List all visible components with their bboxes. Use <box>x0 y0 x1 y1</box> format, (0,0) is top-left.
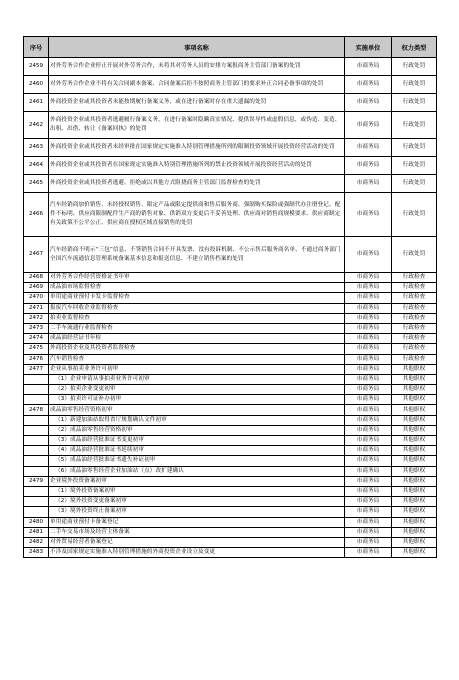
row-unit: 市商务局 <box>345 303 392 313</box>
row-item-name: 企业境外投资备案初审 <box>49 476 345 486</box>
row-number: 2464 <box>24 157 49 175</box>
table-row <box>24 476 437 486</box>
row-item-name: 外商投资企业或其投资者未能按期履行备案义务，或在进行备案时存在重大遗漏的处罚 <box>49 94 345 112</box>
table-row <box>24 425 437 435</box>
row-power-type: 行政检查 <box>392 283 437 293</box>
row-number: 2467 <box>24 237 49 273</box>
row-item-name: （2）拍卖企业变更初审 <box>49 385 345 395</box>
row-power-type: 其他职权 <box>392 395 437 405</box>
row-item-name: （1）境外投资备案初审 <box>49 486 345 496</box>
row-power-type: 行政处罚 <box>392 112 437 139</box>
row-item-name: （2）成品油零售经营资格初审 <box>49 425 345 435</box>
row-power-type: 其他职权 <box>392 486 437 496</box>
row-power-type: 其他职权 <box>392 497 437 507</box>
row-item-name: （6）成品油零售经营企业加油站（点）改扩建确认 <box>49 466 345 476</box>
table-row <box>24 486 437 496</box>
row-item-name: 报废汽车回收企业监督检查 <box>49 303 345 313</box>
table-row <box>24 385 437 395</box>
row-item-name: 外商投资企业或其投资者在国家规定实施准入特别管理措施所列的禁止投资领域开展投资经营活动的处罚 <box>49 157 345 175</box>
table-row <box>24 112 437 139</box>
row-number: 2477 <box>24 364 49 374</box>
header-power-type: 权力类型 <box>392 37 437 58</box>
table-row <box>24 517 437 527</box>
table-row <box>24 139 437 157</box>
table-row <box>24 395 437 405</box>
row-unit: 市商务局 <box>345 175 392 193</box>
row-power-type: 行政检查 <box>392 334 437 344</box>
row-power-type: 其他职权 <box>392 436 437 446</box>
row-unit: 市商务局 <box>345 537 392 547</box>
row-unit: 市商务局 <box>345 313 392 323</box>
row-number: 2481 <box>24 527 49 537</box>
row-power-type: 行政处罚 <box>392 94 437 112</box>
row-power-type: 其他职权 <box>392 507 437 517</box>
row-power-type: 其他职权 <box>392 385 437 395</box>
table-row <box>24 303 437 313</box>
row-number: 2463 <box>24 139 49 157</box>
row-number <box>24 446 49 456</box>
row-number: 2459 <box>24 58 49 76</box>
row-power-type: 行政处罚 <box>392 157 437 175</box>
table-row <box>24 456 437 466</box>
table-row <box>24 527 437 537</box>
row-item-name: 单用途商业预付卡发卡监督检查 <box>49 293 345 303</box>
row-item-name: 成品油市场监督检查 <box>49 283 345 293</box>
header-number: 序号 <box>24 37 49 58</box>
row-number: 2469 <box>24 283 49 293</box>
row-number: 2473 <box>24 323 49 333</box>
row-unit: 市商务局 <box>345 497 392 507</box>
row-unit: 市商务局 <box>345 293 392 303</box>
row-item-name: （4）成品油经营批准证书延续初审 <box>49 446 345 456</box>
row-unit: 市商务局 <box>345 517 392 527</box>
row-number: 2482 <box>24 537 49 547</box>
row-number: 2470 <box>24 293 49 303</box>
row-number <box>24 425 49 435</box>
row-item-name: 不涉及国家规定实施准入特别管理措施的外商投资企业设立及变更 <box>49 548 345 558</box>
row-item-name: 外商投资企业或其投资者未经审批在国家规定实施准入特别管理措施所列的限制投资领域开展投资经营活动的处罚 <box>49 139 345 157</box>
row-number: 2476 <box>24 354 49 364</box>
row-item-name: （3）境外投资终止备案初审 <box>49 507 345 517</box>
row-item-name: 二手车交易市场及经营主体备案 <box>49 527 345 537</box>
table-row <box>24 548 437 558</box>
row-power-type: 行政检查 <box>392 354 437 364</box>
table-header-row <box>24 37 437 58</box>
row-power-type: 行政处罚 <box>392 58 437 76</box>
row-number <box>24 415 49 425</box>
row-number: 2461 <box>24 94 49 112</box>
table-row <box>24 293 437 303</box>
row-item-name: 对外贸易经营者备案登记 <box>49 537 345 547</box>
row-item-name: 成品油经营证书年检 <box>49 334 345 344</box>
row-power-type: 其他职权 <box>392 476 437 486</box>
row-unit: 市商务局 <box>345 237 392 273</box>
table-row <box>24 405 437 415</box>
row-power-type: 行政处罚 <box>392 193 437 237</box>
row-item-name: 二手车流通行业监督检查 <box>49 323 345 333</box>
row-unit: 市商务局 <box>345 476 392 486</box>
row-unit: 市商务局 <box>345 507 392 517</box>
row-item-name: 对外劳务合作企业不将有关合同副本备案、合同备案后拒不按照商务主管部门的要求补正合同必备事项的处罚 <box>49 76 345 94</box>
row-unit: 市商务局 <box>345 364 392 374</box>
row-number: 2483 <box>24 548 49 558</box>
row-power-type: 其他职权 <box>392 466 437 476</box>
table-row <box>24 344 437 354</box>
row-item-name: （3）成品油经营批准证书变更初审 <box>49 436 345 446</box>
row-power-type: 行政检查 <box>392 273 437 283</box>
row-power-type: 其他职权 <box>392 415 437 425</box>
row-power-type: 行政检查 <box>392 323 437 333</box>
row-item-name: 对外劳务合作经营资格证书年审 <box>49 273 345 283</box>
row-unit: 市商务局 <box>345 548 392 558</box>
row-item-name: （2）境外投资变更备案初审 <box>49 497 345 507</box>
header-unit: 实施单位 <box>345 37 392 58</box>
row-unit: 市商务局 <box>345 334 392 344</box>
row-power-type: 其他职权 <box>392 517 437 527</box>
row-item-name: 单用途商业预付卡备案登记 <box>49 517 345 527</box>
row-unit: 市商务局 <box>345 344 392 354</box>
header-item-name: 事项名称 <box>49 37 345 58</box>
table-row <box>24 76 437 94</box>
row-power-type: 行政处罚 <box>392 139 437 157</box>
row-unit: 市商务局 <box>345 374 392 384</box>
row-number: 2475 <box>24 344 49 354</box>
row-item-name: 外商投资企业及其投资者监督检查 <box>49 344 345 354</box>
row-power-type: 其他职权 <box>392 374 437 384</box>
row-number <box>24 497 49 507</box>
row-power-type: 行政处罚 <box>392 237 437 273</box>
row-number <box>24 395 49 405</box>
row-number <box>24 507 49 517</box>
table-body <box>24 58 437 558</box>
row-unit: 市商务局 <box>345 456 392 466</box>
row-power-type: 其他职权 <box>392 527 437 537</box>
row-unit: 市商务局 <box>345 425 392 435</box>
table-row <box>24 313 437 323</box>
row-item-name: 企业从事拍卖业务许可初审 <box>49 364 345 374</box>
row-item-name: （5）成品油经营批准证书遗失补证初审 <box>49 456 345 466</box>
row-number <box>24 486 49 496</box>
document-sheet <box>23 36 436 558</box>
row-power-type: 其他职权 <box>392 548 437 558</box>
row-unit: 市商务局 <box>345 94 392 112</box>
row-unit: 市商务局 <box>345 385 392 395</box>
row-unit: 市商务局 <box>345 283 392 293</box>
table-row <box>24 283 437 293</box>
table-row <box>24 273 437 283</box>
row-power-type: 行政处罚 <box>392 76 437 94</box>
table-row <box>24 537 437 547</box>
table-row <box>24 157 437 175</box>
table-row <box>24 446 437 456</box>
row-item-name: 外商投资企业或其投资者逃避履行备案义务，在进行备案时隐瞒真实情况、提供误导性或虚假信息，或伪造、变造、出租、出借、转让《备案回执》的处罚 <box>49 112 345 139</box>
row-number: 2468 <box>24 273 49 283</box>
row-item-name: 成品油零售经营资格初审 <box>49 405 345 415</box>
row-unit: 市商务局 <box>345 157 392 175</box>
row-number: 2466 <box>24 193 49 237</box>
table-row <box>24 323 437 333</box>
row-power-type: 其他职权 <box>392 425 437 435</box>
row-unit: 市商务局 <box>345 415 392 425</box>
row-unit: 市商务局 <box>345 395 392 405</box>
row-unit: 市商务局 <box>345 354 392 364</box>
row-unit: 市商务局 <box>345 527 392 537</box>
row-unit: 市商务局 <box>345 323 392 333</box>
row-item-name: （1）企业申请从事拍卖业务许可初审 <box>49 374 345 384</box>
table-row <box>24 354 437 364</box>
row-unit: 市商务局 <box>345 436 392 446</box>
table-row <box>24 237 437 273</box>
table-row <box>24 374 437 384</box>
row-item-name: 汽车经销商加价销售、未经授权销售、限定产品或限定提供商和售后服务商、强制购买保险或强制代办注册登记、配件不标明、供应商限制配件生产商的销售对象、供销双方变更后不妥善处理、供应商对销售商规模要求、供应商制定有关政策不公平公正、供应商在授权区域直接销售的处罚 <box>49 193 345 237</box>
row-unit: 市商务局 <box>345 273 392 283</box>
row-number <box>24 466 49 476</box>
row-power-type: 行政检查 <box>392 293 437 303</box>
row-number: 2471 <box>24 303 49 313</box>
row-power-type: 行政检查 <box>392 313 437 323</box>
row-power-type: 其他职权 <box>392 364 437 374</box>
row-number: 2479 <box>24 476 49 486</box>
table-row <box>24 436 437 446</box>
row-number: 2465 <box>24 175 49 193</box>
row-number: 2480 <box>24 517 49 527</box>
row-number: 2478 <box>24 405 49 415</box>
row-unit: 市商务局 <box>345 58 392 76</box>
table-row <box>24 415 437 425</box>
table-row <box>24 507 437 517</box>
row-number <box>24 385 49 395</box>
table-row <box>24 94 437 112</box>
table-row <box>24 497 437 507</box>
row-power-type: 其他职权 <box>392 537 437 547</box>
row-power-type: 行政处罚 <box>392 175 437 193</box>
row-unit: 市商务局 <box>345 112 392 139</box>
row-unit: 市商务局 <box>345 76 392 94</box>
row-unit: 市商务局 <box>345 486 392 496</box>
row-unit: 市商务局 <box>345 405 392 415</box>
row-item-name: 汽车经销商不明示“三包”信息、不签销售合同不开具发票、没有投诉机制、不公示售后服务商名单、不通过商务部门全国汽车流通信息管理系统备案基本信息和报送信息、不建立销售档案的处罚 <box>49 237 345 273</box>
row-item-name: 拍卖业监督检查 <box>49 313 345 323</box>
row-number: 2460 <box>24 76 49 94</box>
row-number: 2474 <box>24 334 49 344</box>
table-row <box>24 364 437 374</box>
row-number: 2472 <box>24 313 49 323</box>
table-row <box>24 334 437 344</box>
row-number <box>24 374 49 384</box>
table-row <box>24 466 437 476</box>
row-item-name: 对外劳务合作企业停止开展对外劳务合作，未将其对劳务人员的安排方案报商务主管部门备案的处罚 <box>49 58 345 76</box>
row-power-type: 其他职权 <box>392 456 437 466</box>
row-unit: 市商务局 <box>345 193 392 237</box>
table-row <box>24 58 437 76</box>
row-power-type: 其他职权 <box>392 405 437 415</box>
row-item-name: 外商投资企业或其投资者逃避、拒绝或以其他方式阻挠商务主管部门监督检查的处罚 <box>49 175 345 193</box>
row-power-type: 行政检查 <box>392 344 437 354</box>
row-item-name: （3）拍卖许可证补办初审 <box>49 395 345 405</box>
row-number <box>24 456 49 466</box>
power-list-table <box>23 36 437 558</box>
row-power-type: 其他职权 <box>392 446 437 456</box>
row-number: 2462 <box>24 112 49 139</box>
row-unit: 市商务局 <box>345 139 392 157</box>
table-row <box>24 175 437 193</box>
row-item-name: （1）新建加油站取得省厅规划确认文件初审 <box>49 415 345 425</box>
row-item-name: 汽车销售检查 <box>49 354 345 364</box>
row-unit: 市商务局 <box>345 466 392 476</box>
row-unit: 市商务局 <box>345 446 392 456</box>
table-row <box>24 193 437 237</box>
row-number <box>24 436 49 446</box>
row-power-type: 行政检查 <box>392 303 437 313</box>
